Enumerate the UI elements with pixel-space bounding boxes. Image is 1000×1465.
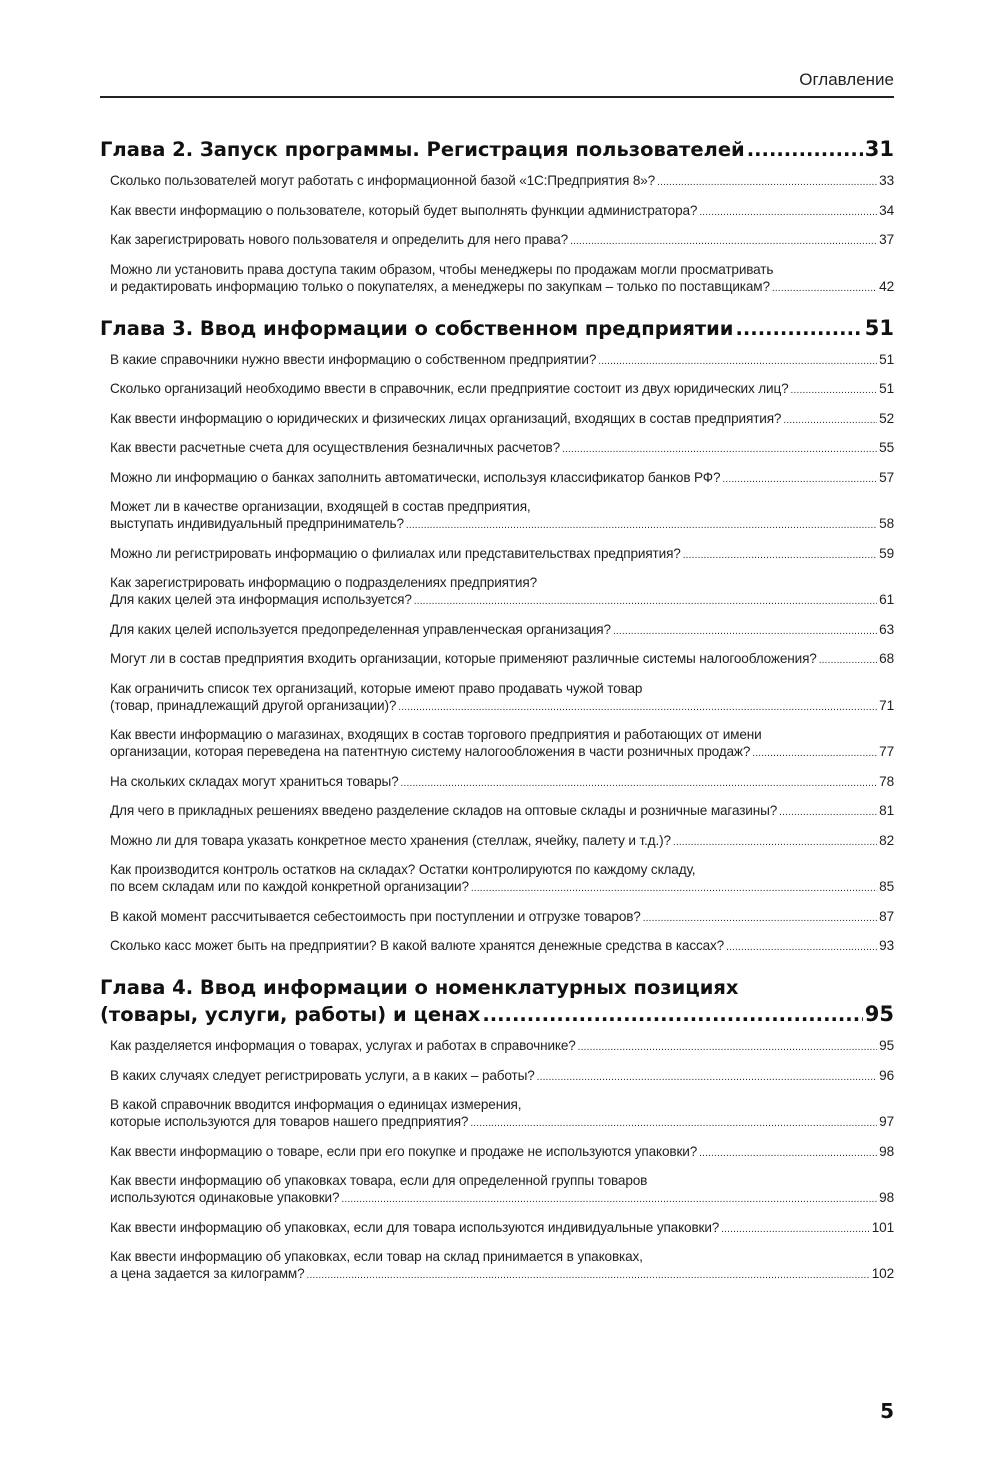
toc-entry-text: Сколько пользователей могут работать с информационной базой «1С:Предприятия 8»?: [110, 173, 656, 188]
chapter-page-number: 51: [864, 315, 894, 340]
toc-entry-text: Как ввести информацию о пользователе, который будет выполнять функции администратора?: [110, 202, 698, 218]
dot-leader: [643, 910, 877, 927]
toc-entry[interactable]: [110, 908, 894, 927]
toc-entry[interactable]: [110, 380, 894, 399]
chapter-title-text: Глава 3. Ввод информации о собственном предприятии: [100, 316, 734, 340]
toc-entry-page-number: 58: [879, 516, 894, 531]
toc-entry-text: Может ли в качестве организации, входящей в состав предприятия,: [110, 499, 531, 514]
toc-entry-text: а цена задается за килограмм?: [110, 1266, 305, 1281]
toc-entry-page-number: 34: [879, 202, 894, 218]
toc-entry[interactable]: [110, 410, 894, 429]
toc-entry-page-number: 98: [879, 1143, 894, 1159]
toc-entry-text: Можно ли установить права доступа таким образом, чтобы менеджеры по продажам могли просматривать: [110, 261, 774, 277]
toc-entry-text: В каких случаях следует регистрировать услуги, а в каких – работы?: [110, 1067, 535, 1083]
dot-leader: [613, 623, 877, 640]
toc-entry-page-number: 57: [879, 469, 894, 485]
dot-leader: [683, 547, 877, 564]
toc-entry-text: (товар, принадлежащий другой организации)?: [110, 697, 397, 713]
toc-entry-page-number: 71: [879, 697, 894, 713]
toc-entry[interactable]: [110, 498, 894, 534]
chapter-section: [100, 315, 894, 957]
toc-entry-page-number: 81: [879, 803, 894, 818]
dot-leader: [470, 1115, 877, 1132]
toc-entry-text: Как ввести расчетные счета для осуществления безналичных расчетов?: [110, 440, 561, 455]
toc-entry-page-number: 51: [879, 351, 894, 367]
dot-leader: [398, 699, 877, 716]
toc-entry-text: Как производится контроль остатков на складах? Остатки контролируются по каждому складу,: [110, 862, 696, 877]
toc-entry-text: Сколько касс может быть на предприятии? В какой валюте хранятся денежные средства в кассах?: [110, 938, 725, 953]
toc-entry[interactable]: [110, 1037, 894, 1056]
toc-entry[interactable]: [110, 351, 894, 370]
running-header: Оглавление: [799, 70, 894, 89]
toc-entry-page-number: 102: [871, 1266, 894, 1281]
dot-leader: [471, 880, 877, 897]
dot-leader: [735, 315, 862, 342]
toc-entry-text: Можно ли для товара указать конкретное место хранения (стеллаж, ячейку, палету и т.д.)?: [110, 832, 671, 848]
chapter-section: [100, 136, 894, 297]
page-number: 5: [880, 1399, 894, 1423]
dot-leader: [726, 939, 877, 956]
chapter-title-text: (товары, услуги, работы) и ценах: [100, 1003, 481, 1026]
toc-entry-page-number: 42: [879, 278, 894, 294]
toc-entry-page-number: 77: [879, 744, 894, 759]
toc-entry-text: Как зарегистрировать информацию о подразделениях предприятия?: [110, 575, 537, 590]
toc-entry-text: На скольких складах могут храниться товары?: [110, 773, 399, 789]
toc-entry-page-number: 63: [879, 621, 894, 637]
chapter-page-number: 31: [864, 137, 894, 161]
toc-entry-text: В какой справочник вводится информация о единицах измерения,: [110, 1097, 522, 1112]
dot-leader: [779, 804, 877, 821]
toc-entry[interactable]: [110, 1096, 894, 1132]
toc-entry-text: Как ввести информацию об упаковках товара, если для определенной группы товаров: [110, 1173, 648, 1188]
toc-entry-page-number: 78: [879, 773, 894, 789]
toc-entry-text: Могут ли в состав предприятия входить организации, которые применяют различные системы налогообложения?: [110, 651, 817, 666]
dot-leader: [752, 745, 877, 762]
toc-entry[interactable]: [110, 773, 894, 792]
toc-entry-page-number: 37: [879, 232, 894, 247]
toc-entry[interactable]: [110, 937, 894, 956]
toc-entry-text: Сколько организаций необходимо ввести в справочник, если предприятие состоит из двух юридических лиц?: [110, 381, 789, 396]
toc-entry-text: В какой момент рассчитывается себестоимость при поступлении и отгрузке товаров?: [110, 908, 641, 924]
dot-leader: [598, 353, 877, 370]
toc-entry-page-number: 96: [879, 1067, 894, 1083]
dot-leader: [307, 1267, 870, 1284]
toc-entry-page-number: 85: [879, 879, 894, 894]
toc-entry[interactable]: [110, 261, 894, 297]
toc-entry-text: Как ограничить список тех организаций, которые имеют право продавать чужой товар: [110, 680, 643, 696]
toc-entry-text: Для каких целей используется предопределенная управленческая организация?: [110, 621, 611, 637]
toc-entry-text: Как ввести информацию о товаре, если при его покупке и продаже не используются упаковки?: [110, 1143, 698, 1159]
dot-leader: [747, 136, 863, 163]
toc-entry[interactable]: [110, 1067, 894, 1086]
toc-entry-text: Как разделяется информация о товарах, услугах и работах в справочнике?: [110, 1038, 576, 1053]
toc-entry-text: Как ввести информацию о юридических и физических лицах организаций, входящих в состав предприятия?: [110, 410, 782, 426]
toc-entry[interactable]: [110, 1248, 894, 1284]
toc-entry-page-number: 82: [879, 832, 894, 848]
dot-leader: [537, 1069, 878, 1086]
chapter-title[interactable]: [100, 315, 894, 342]
toc-entry-text: Как ввести информацию об упаковках, если товар на склад принимается в упаковках,: [110, 1249, 643, 1264]
dot-leader: [562, 441, 877, 458]
dot-leader: [414, 593, 877, 610]
toc-entry[interactable]: [110, 621, 894, 640]
toc-entry[interactable]: [110, 172, 894, 191]
toc-entry-text: организации, которая переведена на патентную систему налогообложения в части розничных продаж?: [110, 744, 751, 759]
toc-entry[interactable]: [110, 439, 894, 458]
toc-entry-page-number: 51: [879, 381, 894, 396]
dot-leader: [570, 233, 877, 250]
dot-leader: [401, 775, 878, 792]
dot-leader: [722, 471, 877, 488]
toc-entry-text: по всем складам или по каждой конкретной организации?: [110, 879, 469, 894]
toc-entry[interactable]: [110, 574, 894, 610]
toc-entry-page-number: 61: [879, 592, 894, 607]
toc-entry-text: и редактировать информацию только о покупателях, а менеджеры по закупкам – только по поставщикам?: [110, 278, 770, 294]
toc-entry-page-number: 101: [871, 1219, 894, 1235]
toc-entry-page-number: 55: [879, 440, 894, 455]
chapter-page-number: 95: [864, 1002, 894, 1026]
toc-entry[interactable]: [110, 802, 894, 821]
dot-leader: [578, 1039, 878, 1056]
toc-entry-page-number: 33: [879, 173, 894, 188]
toc-entry-text: В какие справочники нужно ввести информацию о собственном предприятии?: [110, 351, 597, 367]
toc-entry-page-number: 59: [879, 545, 894, 561]
toc-entry[interactable]: [110, 1143, 894, 1162]
dot-leader: [721, 1221, 870, 1238]
toc-entry-text: Можно ли информацию о банках заполнить автоматически, используя классификатор банков РФ?: [110, 469, 721, 485]
toc-entry-page-number: 98: [879, 1190, 894, 1205]
toc-entry-text: выступать индивидуальный предприниматель?: [110, 516, 404, 531]
dot-leader: [791, 382, 878, 399]
toc-entry-text: Как ввести информацию о магазинах, входящих в состав торгового предприятия и работающих от имени: [110, 727, 762, 742]
chapter-title[interactable]: [100, 136, 894, 163]
chapter-title[interactable]: [100, 974, 894, 1028]
toc-entry[interactable]: [110, 832, 894, 851]
dot-leader: [699, 1145, 877, 1162]
toc-entry-page-number: 87: [879, 908, 894, 924]
toc-entry[interactable]: [110, 469, 894, 488]
table-of-contents: [100, 118, 894, 1295]
dot-leader: [482, 1001, 862, 1028]
dot-leader: [699, 204, 877, 221]
toc-entry[interactable]: [110, 650, 894, 669]
toc-entry[interactable]: [110, 861, 894, 897]
toc-entry-text: Для каких целей эта информация используется?: [110, 592, 412, 607]
dot-leader: [819, 652, 877, 669]
dot-leader: [341, 1191, 877, 1208]
chapter-title-text: Глава 2. Запуск программы. Регистрация пользователей: [100, 138, 745, 161]
toc-entry[interactable]: [110, 1172, 894, 1208]
dot-leader: [772, 280, 877, 297]
toc-entry[interactable]: [110, 1219, 894, 1238]
toc-entry-page-number: 97: [879, 1114, 894, 1129]
toc-entry-text: Как зарегистрировать нового пользователя и определить для него права?: [110, 232, 569, 247]
toc-entry-text: Как ввести информацию об упаковках, если для товара используются индивидуальные упаковки?: [110, 1219, 720, 1235]
toc-entry-page-number: 93: [879, 938, 894, 953]
dot-leader: [406, 517, 877, 534]
toc-entry-page-number: 52: [879, 410, 894, 426]
chapter-title-text: Глава 4. Ввод информации о номенклатурных позициях: [100, 976, 739, 999]
chapter-section: [100, 974, 894, 1284]
dot-leader: [783, 412, 877, 429]
dot-leader: [657, 174, 877, 191]
header-rule: [100, 96, 894, 98]
toc-entry-text: Для чего в прикладных решениях введено разделение складов на оптовые склады и розничные магазины?: [110, 803, 778, 818]
dot-leader: [673, 834, 877, 851]
toc-entry[interactable]: [110, 202, 894, 221]
toc-entry[interactable]: [110, 545, 894, 564]
toc-entry[interactable]: [110, 726, 894, 762]
toc-entry[interactable]: [110, 680, 894, 716]
toc-entry[interactable]: [110, 231, 894, 250]
toc-entry-text: используются одинаковые упаковки?: [110, 1190, 340, 1205]
toc-entry-page-number: 68: [879, 651, 894, 666]
toc-entry-text: которые используются для товаров нашего предприятия?: [110, 1114, 469, 1129]
toc-entry-page-number: 95: [879, 1038, 894, 1053]
toc-entry-text: Можно ли регистрировать информацию о филиалах или представительствах предприятия?: [110, 545, 681, 561]
